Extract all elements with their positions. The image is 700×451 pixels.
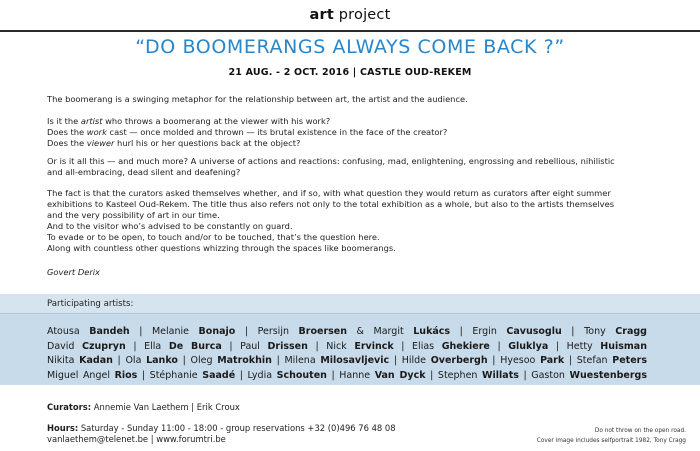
artist-last-name: Saadé — [202, 369, 236, 381]
curators-line-5: To evade or to be open, to touch and/or to be touched, that’s the question here. — [47, 232, 380, 242]
artist-last-name: Overbergh — [430, 355, 488, 366]
artist-last-name: Gluklya — [508, 340, 549, 352]
participants-header — [0, 294, 700, 314]
artist-last-name: De Burca — [168, 340, 222, 352]
artist-first-name: Hyesoo — [500, 355, 536, 366]
question-line-2: Does the work cast — once molded and thrown — its brutal existence in the face of the creator? — [47, 127, 448, 137]
artist-name — [531, 370, 647, 381]
artist-name — [508, 341, 548, 352]
artist-line: Nikita Kadan | Ola Lanko | Oleg Matrokhin | Milena Milosavljevic | Hilde Overbergh | Hyesoo Park | Stefan Peters — [47, 355, 647, 366]
artist-last-name: Schouten — [276, 369, 327, 381]
artist-name — [472, 326, 561, 337]
artist-first-name: Gaston — [531, 369, 565, 381]
artist-first-name: Margit — [373, 326, 404, 337]
curators-line — [47, 402, 240, 413]
artist-name — [248, 370, 327, 381]
artist-first-name: Nikita — [47, 355, 75, 366]
header — [0, 0, 700, 31]
intro-paragraph: The boomerang is a swinging metaphor for the relationship between art, the artist and the audience. — [47, 94, 468, 104]
artist-last-name: Park — [540, 355, 565, 366]
artist-first-name: Melanie — [151, 326, 189, 337]
universe-line-2: and all-embracing, dead silent and deafening? — [47, 167, 241, 177]
artist-last-name: Milosavljevic — [320, 355, 390, 366]
artist-first-name: Ella — [144, 340, 162, 352]
hours-label: Hours: — [47, 423, 79, 433]
artist-first-name: Stefan — [576, 355, 608, 366]
curators-line-3: and the very possibility of art in our time. — [47, 210, 220, 220]
question-line-3: Does the viewer hurl his or her questions back at the object? — [47, 138, 301, 148]
artist-last-name: Cragg — [615, 326, 647, 337]
curators-line-1: The fact is that the curators asked themselves whether, and if so, with what question they would return as curators after eight summer — [47, 188, 611, 198]
artist-last-name: Ervinck — [354, 340, 394, 352]
curators-line-6: Along with countless other questions whizzing through the spaces like boomerangs. — [47, 243, 396, 253]
header-divider — [0, 30, 700, 32]
questions-paragraph — [47, 116, 659, 149]
artist-name — [258, 326, 451, 337]
artist-last-name: Lanko — [146, 355, 178, 366]
artist-name — [402, 355, 488, 366]
artist-last-name: Lukács — [413, 326, 451, 337]
artist-name — [326, 341, 393, 352]
universe-paragraph — [47, 156, 659, 178]
artist-last-name: Drissen — [267, 340, 308, 352]
artist-line: David Czupryn | Ella De Burca | Paul Drissen | Nick Ervinck | Elias Ghekiere | Gluklya | Hetty Huisman — [47, 340, 647, 352]
curators-label: Curators: — [47, 402, 92, 412]
artist-first-name: Paul — [240, 340, 260, 352]
brand-rest: project — [333, 7, 391, 23]
artist-name — [438, 370, 519, 381]
curators-line-2: exhibitions to Kasteel Oud-Rekem. The title thus also refers not only to the total exhibition as a whole, but also to the artists themselves — [47, 199, 615, 209]
artist-first-name: David — [47, 340, 75, 352]
artist-name — [125, 355, 177, 366]
artist-name — [47, 341, 126, 352]
artist-first-name: Stephen — [437, 369, 478, 381]
artist-last-name: Ghekiere — [441, 340, 490, 352]
author-signature: Govert Derix — [47, 267, 100, 277]
artist-first-name: Tony — [584, 326, 606, 337]
curators-paragraph — [47, 188, 659, 254]
page-title: “DO BOOMERANGS ALWAYS COME BACK ?” — [135, 36, 565, 58]
artist-last-name: Bandeh — [89, 326, 130, 337]
artist-last-name: Kadan — [79, 355, 113, 366]
artist-first-name: Oleg — [190, 355, 213, 366]
hours-line — [47, 423, 396, 434]
artist-name — [240, 341, 308, 352]
artist-name — [412, 341, 490, 352]
artist-last-name: Rios — [114, 369, 138, 381]
artist-first-name: Hilde — [401, 355, 427, 366]
brand-logo — [0, 6, 700, 24]
artist-last-name: Cavusoglu — [506, 326, 562, 337]
artist-name — [339, 370, 425, 381]
hours-value: Saturday - Sunday 11:00 - 18:00 - group reservations +32 (0)496 76 48 08 — [78, 423, 396, 433]
question-line-1: Is it the artist who throws a boomerang at the viewer with his work? — [47, 116, 331, 126]
artist-join: & — [347, 326, 374, 337]
artist-first-name: Miguel Angel — [47, 369, 110, 381]
artist-last-name: Czupryn — [82, 340, 126, 352]
artist-name — [577, 355, 647, 366]
curators-line-4: And to the visitor who’s advised to be constantly on guard. — [47, 221, 293, 231]
universe-line-1: Or is it all this — and much more? A universe of actions and reactions: confusing, mad, enlightening, engrossing and rebellious, nihilistic — [47, 156, 615, 166]
credit-note: Cover image includes selfportrait 1982, Tony Cragg — [536, 438, 686, 444]
artist-first-name: Stéphanie — [149, 369, 198, 381]
artist-first-name: Elias — [412, 340, 435, 352]
artist-first-name: Atousa — [47, 326, 80, 337]
artist-line: Miguel Angel Rios | Stéphanie Saadé | Lydia Schouten | Hanne Van Dyck | Stephen Willats | Gaston Wuestenbergs — [47, 369, 647, 381]
artist-list — [47, 325, 647, 383]
artist-name — [47, 370, 137, 381]
artist-first-name: Ola — [125, 355, 142, 366]
artist-first-name: Hetty — [566, 340, 593, 352]
artist-first-name: Persijn — [257, 326, 289, 337]
artist-name — [284, 355, 389, 366]
contact-links: vanlaethem@telenet.be | www.forumtri.be — [47, 434, 226, 444]
artist-last-name: Matrokhin — [217, 355, 272, 366]
artist-name — [152, 326, 235, 337]
artist-first-name: Ergin — [472, 326, 497, 337]
artist-last-name: Van Dyck — [374, 369, 426, 381]
artist-name — [144, 341, 222, 352]
artist-first-name: Hanne — [339, 369, 371, 381]
artist-name — [567, 341, 647, 352]
event-dates: 21 AUG. - 2 OCT. 2016 | CASTLE OUD-REKEM — [228, 67, 472, 78]
artist-last-name: Wuestenbergs — [569, 369, 647, 381]
warning-note: Do not throw on the open road. — [594, 428, 686, 434]
curators-value: Annemie Van Laethem | Erik Croux — [91, 402, 240, 412]
artist-name — [150, 370, 235, 381]
artist-line: Atousa Bandeh | Melanie Bonajo | Persijn Broersen & Margit Lukács | Ergin Cavusoglu | Tony Cragg — [47, 326, 647, 337]
artist-name — [500, 355, 564, 366]
artist-name — [191, 355, 272, 366]
artist-name — [47, 355, 113, 366]
artist-last-name: Huisman — [600, 340, 647, 352]
artist-last-name: Willats — [482, 369, 519, 381]
artist-name — [584, 326, 647, 337]
artist-name — [47, 326, 130, 337]
artist-first-name: Nick — [326, 340, 347, 352]
artist-last-name: Broersen — [298, 326, 347, 337]
artist-first-name: Milena — [284, 355, 316, 366]
artist-last-name: Bonajo — [198, 326, 236, 337]
artist-first-name: Lydia — [247, 369, 273, 381]
participants-label: Participating artists: — [47, 299, 134, 309]
artist-last-name: Peters — [612, 355, 647, 366]
brand-bold: art — [309, 7, 334, 23]
